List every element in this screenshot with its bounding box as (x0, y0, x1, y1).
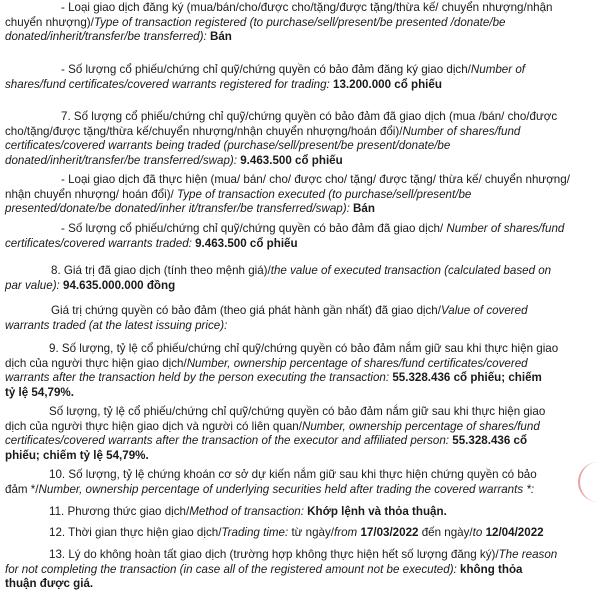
section-11-method (5, 505, 600, 520)
text-line-en: Number, ownership percentage of underlying securities held after trading the covered warrants *: (38, 482, 535, 496)
value-executed-amount: 94.635.000.000 đồng (63, 278, 176, 292)
value-from-date: 17/03/2022 (360, 526, 419, 539)
text-line: Giá trị chứng quyền có bảo đảm (theo giá phát hành gần nhất) đã giao dịch/ (51, 304, 441, 317)
text-line-en: the value of executed transaction (calculated based on (270, 264, 552, 277)
text-line-en: Trading time: (221, 526, 289, 539)
text-line-en: Number of shares/fund (402, 124, 521, 138)
section-12-time (5, 526, 600, 541)
section-8-value (5, 264, 600, 293)
text-line-en: warrants traded (at the latest issuing price): (5, 318, 228, 332)
value-sell-executed: Bán (353, 202, 375, 216)
text-line-en: presented/donate/be donated/inher it/transfer/be transferred/swap): (5, 202, 350, 216)
text-line: đến ngày/ (421, 526, 473, 539)
text-line: 10. Số lượng, tỷ lệ chứng khoán cơ sở dự kiến nắm giữ sau khi thực hiện chứng quyền có bảo (49, 468, 537, 481)
text-line-en: donated/inherit/transfer/be transferred): (5, 30, 207, 44)
value-holding-pct: tỷ lệ 54,79%. (5, 385, 74, 399)
covered-warrant-value (5, 304, 600, 333)
text-line-en: Value of covered (440, 304, 528, 317)
text-line: - Số lượng cổ phiếu/chứng chỉ quỹ/chứng quyền có bảo đảm đăng ký giao dịch/ (61, 63, 471, 76)
shares-registered (5, 63, 600, 92)
text-line-en: par value): (5, 278, 60, 292)
text-line-en: for not completing the transaction (in case all of the registered amount not be executed): (5, 562, 457, 576)
transaction-type-executed (5, 173, 600, 217)
holding-with-affiliates (5, 405, 600, 463)
text-line-en: The reason (498, 548, 558, 561)
text-line-en: Number, ownership percentage of shares/fund (301, 419, 540, 433)
text-line-en: Number of shares/fund (446, 222, 565, 235)
value-holding: 55.328.436 cổ phiếu; chiếm (392, 371, 542, 385)
section-7-shares-traded (5, 110, 600, 168)
value-reason-cont: thuận được giá. (5, 577, 94, 591)
text-line: 12. Thời gian thực hiện giao dịch/ (49, 526, 222, 539)
text-line-en: Type of transaction registered (to purchase/sell/present/be presented /donate/be (93, 15, 506, 29)
value-to-date: 12/04/2022 (485, 526, 544, 539)
text-line: từ ngày/ (291, 526, 335, 539)
value-traded-shares: 9.463.500 cổ phiếu (240, 153, 343, 167)
value-holding-affiliates: 55.328.436 cổ (452, 434, 528, 448)
text-line-en: to (472, 526, 483, 539)
value-holding-affiliates-pct: phiếu; chiếm tỷ lệ 54,79%. (5, 448, 149, 462)
shares-traded (5, 222, 600, 251)
transaction-type-registered (5, 1, 600, 45)
text-line-en: warrants after the transaction held by the person executing the transaction: (5, 371, 390, 385)
text-line-en: Type of transaction executed (to purchase/sell/present/be (177, 187, 472, 201)
section-10-underlying (5, 468, 600, 497)
text-line-en: shares/fund certificates/covered warrants registered for trading: (5, 77, 330, 91)
text-line: dịch của người thực hiện giao dịch/ (5, 356, 187, 370)
value-reason: không thỏa (460, 562, 523, 576)
text-line: đảm */ (5, 482, 39, 496)
text-line: - Số lượng cổ phiếu/chứng chỉ quỹ/chứng quyền có bảo đảm đã giao dịch/ (61, 222, 444, 235)
section-13-reason (5, 548, 600, 592)
text-line: nhận chuyển nhượng/ hoán đổi)/ (5, 187, 174, 201)
value-traded-shares-2: 9.463.500 cổ phiếu (195, 236, 298, 250)
text-line: dịch của người thực hiện giao dịch và người có liên quan/ (5, 419, 302, 433)
text-line-en: certificates/covered warrants being traded (purchase/sell/present/be present/donate/be (5, 139, 451, 153)
text-line: chuyển nhượng)/ (5, 15, 94, 29)
value-registered-shares: 13.200.000 cổ phiếu (333, 77, 442, 91)
text-line-en: Number of (470, 63, 525, 76)
value-method: Khớp lệnh và thỏa thuận. (307, 505, 447, 518)
text-line: cho/tặng/được tặng/thừa kế/chuyển nhượng/nhận chuyển nhượng/hoán đổi)/ (5, 124, 403, 138)
section-9-holding (5, 342, 600, 400)
text-line: 9. Số lượng, tỷ lệ cổ phiếu/chứng chỉ quỹ/chứng quyền có bảo đảm nắm giữ sau khi thực hiện giao (49, 342, 559, 355)
text-line-en: certificates/covered warrants traded: (5, 236, 192, 250)
text-line: 7. Số lượng cổ phiếu/chứng chỉ quỹ/chứng quyền có bảo đảm đã giao dịch (mua /bán/ cho/được (61, 110, 558, 123)
text-line: 11. Phương thức giao dịch/ (49, 505, 190, 518)
text-line: 8. Giá trị đã giao dịch (tính theo mệnh giá)/ (51, 264, 271, 277)
text-line: 13. Lý do không hoàn tất giao dịch (trường hợp không thực hiện hết số lượng đăng ký)/ (49, 548, 499, 561)
text-line: - Loại giao dịch đăng ký (mua/bán/cho/được cho/tặng/được tặng/thừa kế/ chuyển nhượng/nhận (61, 1, 553, 14)
text-line: - Loại giao dịch đã thực hiện (mua/ bán/ cho/ được cho/ tặng/ được tặng/ thừa kế/ chuyển nhượng/ (61, 173, 570, 186)
text-line-en: Number, ownership percentage of shares/fund certificates/covered (186, 356, 528, 370)
text-line-en: Method of transaction: (189, 505, 304, 518)
text-line-en: from (334, 526, 358, 539)
text-line-en: donated/inherit/transfer/be transferred/swap): (5, 153, 237, 167)
text-line: Số lượng, tỷ lệ cổ phiếu/chứng chỉ quỹ/chứng quyền có bảo đảm nắm giữ sau khi thực hiện giao (49, 405, 546, 418)
value-sell: Bán (209, 30, 232, 44)
text-line-en: certificates/covered warrants after the transaction of the executor and affiliated person: (5, 434, 450, 448)
